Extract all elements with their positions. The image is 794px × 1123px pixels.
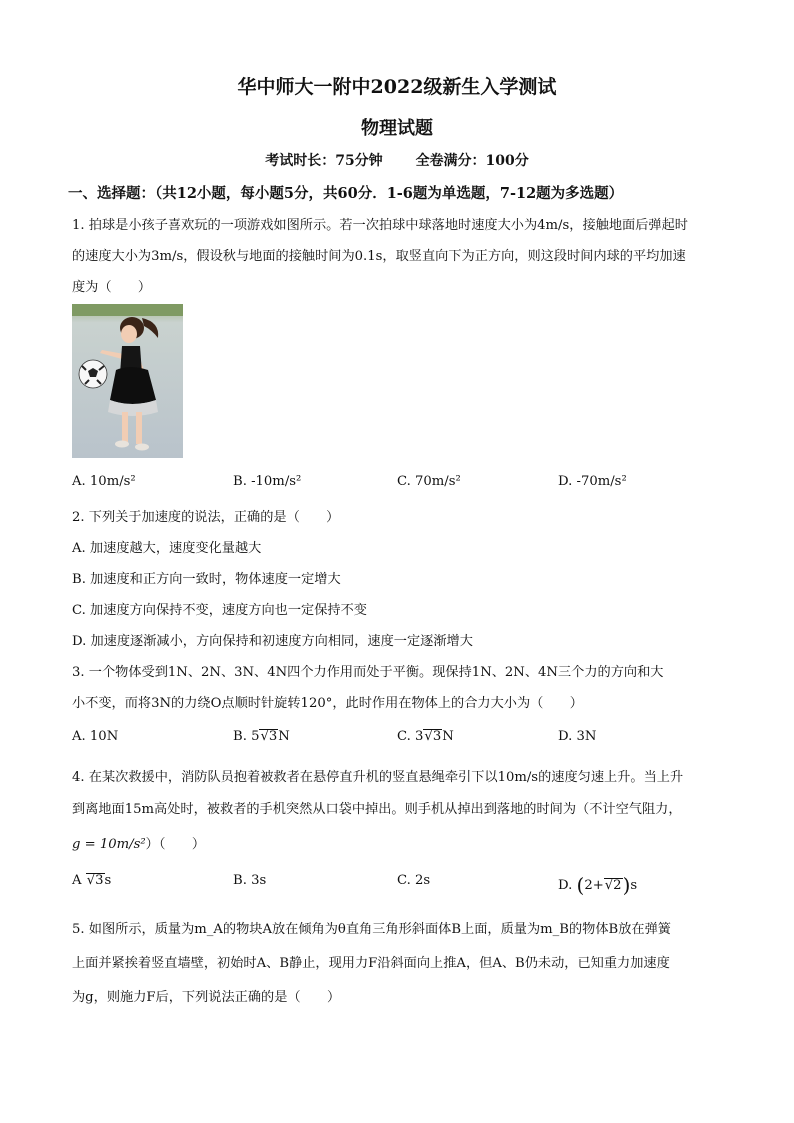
q3-line2: 小不变，而将3N的力绕O点顺时针旋转120°，此时作用在物体上的合力大小为（ ） — [72, 696, 583, 711]
q5-line2: 上面并紧挨着竖直墙壁，初始时A、B静止，现用力F沿斜面向上推A，但A、B仍未动，已知重力加速度 — [72, 956, 670, 971]
q4-option-d-label: D. — [558, 878, 573, 893]
q1-option-d[interactable]: D. -70m/s² — [558, 474, 627, 489]
left-paren: ( — [576, 873, 585, 897]
right-paren: ) — [622, 873, 631, 897]
q1-line3: 度为（ ） — [72, 280, 152, 295]
q4-option-a-label: A — [72, 873, 82, 888]
exam-subtitle: 物理试题 — [361, 118, 433, 139]
q4-option-d-radicand: 2 — [613, 878, 622, 893]
q5-line3: 为g，则施力F后，下列说法正确的是（ ） — [72, 990, 341, 1005]
sqrt-symbol: √3 — [424, 729, 442, 744]
q4-line1: 4. 在某次救援中，消防队员抱着被救者在悬停直升机的竖直悬绳牵引下以10m/s的速度匀速上升。当上升 — [72, 770, 684, 785]
q4-option-a[interactable] — [72, 873, 111, 889]
exam-info — [0, 150, 794, 170]
q1-option-c[interactable]: C. 70m/s² — [397, 474, 461, 489]
q3-option-c-coef: 3 — [415, 729, 424, 744]
q3-option-d[interactable]: D. 3N — [558, 729, 597, 744]
q5-line1: 5. 如图所示，质量为m_A的物块A放在倾角为θ直角三角形斜面体B上面，质量为m_B的物体B放在弹簧 — [72, 922, 671, 937]
sqrt-symbol: √3 — [260, 729, 278, 744]
q3-option-b[interactable] — [233, 729, 290, 745]
q3-option-b-label: B. — [233, 729, 247, 744]
section-heading: 一、选择题：（共12小题，每小题5分，共60分．1-6题为单选题，7-12题为多选题） — [68, 185, 624, 202]
q3-option-a[interactable]: A. 10N — [72, 729, 119, 744]
q3-option-c-radicand: 3 — [432, 729, 442, 744]
q3-option-b-coef: 5 — [251, 729, 260, 744]
q4-option-c[interactable]: C. 2s — [397, 873, 431, 888]
q3-option-c-unit: N — [442, 729, 454, 744]
girl-bouncing-ball-photo — [72, 304, 183, 458]
q2-option-d[interactable]: D. 加速度逐渐减小，方向保持和初速度方向相同，速度一定逐渐增大 — [72, 634, 473, 649]
q1-line1: 1. 拍球是小孩子喜欢玩的一项游戏如图所示。若一次拍球中球落地时速度大小为4m/s，接触地面后弹起时 — [72, 218, 688, 233]
q4-option-b[interactable]: B. 3s — [233, 873, 267, 888]
q4-line3 — [72, 833, 205, 852]
q3-option-b-radicand: 3 — [268, 729, 278, 744]
exam-duration: 考试时长：75分钟 — [265, 153, 383, 169]
photo-illustration — [72, 304, 183, 458]
q3-option-c-label: C. — [397, 729, 411, 744]
q4-line2: 到离地面15m高处时，被救者的手机突然从口袋中掉出。则手机从掉出到落地的时间为（不计空气阻力， — [72, 802, 682, 817]
q4-option-d[interactable] — [558, 873, 637, 897]
q3-option-c[interactable] — [397, 729, 454, 745]
q1-option-b[interactable]: B. -10m/s² — [233, 474, 302, 489]
q2-option-b[interactable]: B. 加速度和正方向一致时，物体速度一定增大 — [72, 572, 341, 587]
q4-option-d-unit: s — [630, 878, 638, 893]
q2-option-a[interactable]: A. 加速度越大，速度变化量越大 — [72, 541, 262, 556]
q1-option-a[interactable]: A. 10m/s² — [72, 474, 136, 489]
q2-stem: 2. 下列关于加速度的说法，正确的是（ ） — [72, 510, 340, 525]
sqrt-symbol: √2 — [604, 878, 622, 893]
q3-line1: 3. 一个物体受到1N、2N、3N、4N四个力作用而处于平衡。现保持1N、2N、4N三个力的方向和大 — [72, 665, 664, 680]
q4-option-a-radicand: 3 — [95, 873, 104, 888]
q4-option-d-inner: 2+ — [584, 878, 604, 893]
q4-line3-tail: ）（ ） — [145, 837, 206, 852]
sqrt-symbol: √3 — [86, 873, 104, 888]
q3-option-b-unit: N — [278, 729, 290, 744]
q2-option-c[interactable]: C. 加速度方向保持不变，速度方向也一定保持不变 — [72, 603, 367, 618]
exam-full-score: 全卷满分：100分 — [415, 153, 529, 169]
exam-title: 华中师大一附中2022级新生入学测试 — [237, 76, 557, 98]
q4-option-a-unit: s — [104, 873, 112, 888]
q4-gravity-formula: g = 10m/s² — [72, 837, 146, 852]
q1-line2: 的速度大小为3m/s，假设秋与地面的接触时间为0.1s，取竖直向下为正方向，则这段时间内球的平均加速 — [72, 249, 686, 264]
